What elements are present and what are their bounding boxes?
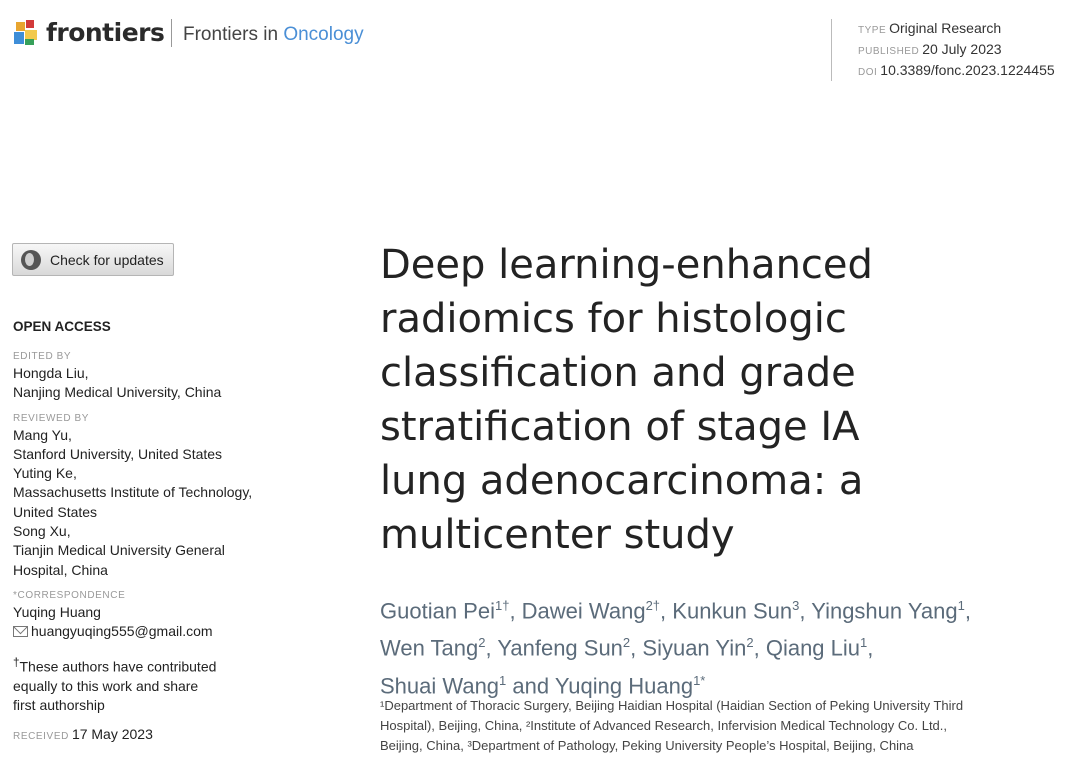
reviewer-line: Massachusetts Institute of Technology, (13, 484, 253, 501)
brand-name: frontiers (46, 18, 165, 47)
note-line: first authorship (13, 696, 105, 713)
affiliation-line: Beijing, China, ³Department of Pathology, Peking University People’s Hospital, Beijing, China (380, 738, 914, 753)
equal-contribution-note (13, 653, 313, 716)
meta-type-value: Original Research (889, 20, 1002, 36)
author-sep: and (506, 672, 555, 698)
author-name[interactable]: Shuai Wang (380, 672, 500, 698)
received-date (13, 726, 313, 742)
author-sep: , (660, 598, 673, 624)
author-line (380, 627, 1070, 664)
author-sep: , (867, 635, 874, 661)
author-list (380, 590, 1070, 702)
meta-published-value: 20 July 2023 (922, 41, 1002, 57)
title-line: Deep learning-enhanced (380, 242, 873, 288)
author-affil-sup: 2 (478, 635, 486, 651)
title-line: multicenter study (380, 512, 735, 558)
affiliation-line: ¹Department of Thoracic Surgery, Beijing Haidian Hospital (Haidian Section of Peking University Third (380, 698, 964, 713)
author-sep: , (964, 598, 971, 624)
article-title (380, 238, 940, 562)
author-name[interactable]: Dawei Wang (521, 598, 646, 624)
author-sep: , (799, 598, 812, 624)
author-affil-sup: 1* (693, 672, 706, 688)
meta-type-label: TYPE (858, 25, 887, 36)
journal-title[interactable] (183, 24, 364, 46)
author-affil-sup: 1 (860, 635, 868, 651)
title-line: radiomics for histologic (380, 296, 847, 342)
author-name[interactable]: Yingshun Yang (811, 598, 958, 624)
author-line (380, 590, 1070, 627)
author-sep: , (485, 635, 498, 661)
correspondence-email-row (13, 622, 313, 641)
check-for-updates-label: Check for updates (50, 251, 164, 268)
meta-doi-value[interactable]: 10.3389/fonc.2023.1224455 (880, 62, 1055, 78)
journal-prefix: Frontiers in (183, 24, 279, 45)
author-name[interactable]: Guotian Pei (380, 598, 495, 624)
frontiers-logo-icon (14, 20, 40, 46)
author-name[interactable]: Siyuan Yin (642, 635, 747, 661)
received-value: 17 May 2023 (71, 726, 153, 743)
meta-published (858, 40, 1055, 61)
meta-type (858, 19, 1055, 40)
header-divider (171, 19, 172, 47)
author-name[interactable]: Yuqing Huang (554, 672, 694, 698)
frontiers-logo[interactable] (14, 18, 164, 47)
author-sep: , (630, 635, 643, 661)
journal-name: Oncology (283, 24, 364, 45)
received-label: RECEIVED (13, 731, 69, 743)
author-name[interactable]: Qiang Liu (765, 635, 861, 661)
author-affil-sup: 1† (494, 598, 510, 613)
author-affil-sup: 2 (746, 635, 754, 651)
check-for-updates-button[interactable] (12, 243, 174, 276)
reviewer-line: Stanford University, United States (13, 445, 223, 462)
note-line: These authors have contributed (19, 658, 217, 675)
dagger-symbol: † (13, 655, 20, 669)
editor-affiliation: Nanjing Medical University, China (13, 384, 222, 401)
open-access-label: OPEN ACCESS (13, 319, 111, 334)
author-name[interactable]: Yanfeng Sun (497, 635, 623, 661)
title-line: classification and grade (380, 350, 856, 396)
reviewer-line: United States (13, 503, 98, 520)
author-name[interactable]: Kunkun Sun (672, 598, 793, 624)
affiliations (380, 696, 1070, 756)
reviewer-line: Song Xu, (13, 523, 71, 540)
author-sep: , (753, 635, 766, 661)
author-affil-sup: 3 (792, 598, 800, 613)
correspondence-label: *CORRESPONDENCE (13, 589, 126, 601)
mail-icon (13, 626, 28, 637)
author-name[interactable]: Wen Tang (380, 635, 479, 661)
editor-name: Hongda Liu, (13, 365, 89, 381)
reviewer-line: Yuting Ke, (13, 465, 77, 482)
reviewer-line: Hospital, China (13, 561, 108, 578)
note-line: equally to this work and share (13, 677, 199, 694)
meta-published-label: PUBLISHED (858, 46, 920, 57)
author-sep: , (509, 598, 522, 624)
article-sidebar (13, 350, 313, 742)
correspondence-name: Yuqing Huang (13, 603, 101, 620)
title-line: stratification of stage IA (380, 404, 860, 450)
correspondence-email-link[interactable]: huangyuqing555@gmail.com (31, 623, 213, 640)
author-affil-sup: 1 (957, 598, 965, 613)
reviewer-line: Tianjin Medical University General (13, 542, 225, 559)
author-affil-sup: 2 (622, 635, 631, 651)
author-affil-sup: 1 (499, 672, 507, 688)
article-meta (831, 19, 1055, 81)
title-line: lung adenocarcinoma: a (380, 458, 864, 504)
reviewed-by-label: REVIEWED BY (13, 412, 90, 424)
edited-by-label: EDITED BY (13, 351, 72, 362)
meta-doi (858, 61, 1055, 82)
author-affil-sup: 2† (645, 598, 661, 613)
affiliation-line: Hospital), Beijing, China, ²Institute of Advanced Research, Infervision Medical Technology Co. Ltd., (380, 718, 948, 733)
reviewer-line: Mang Yu, (13, 426, 72, 443)
meta-doi-label: DOI (858, 67, 878, 78)
crossmark-icon (21, 250, 41, 270)
